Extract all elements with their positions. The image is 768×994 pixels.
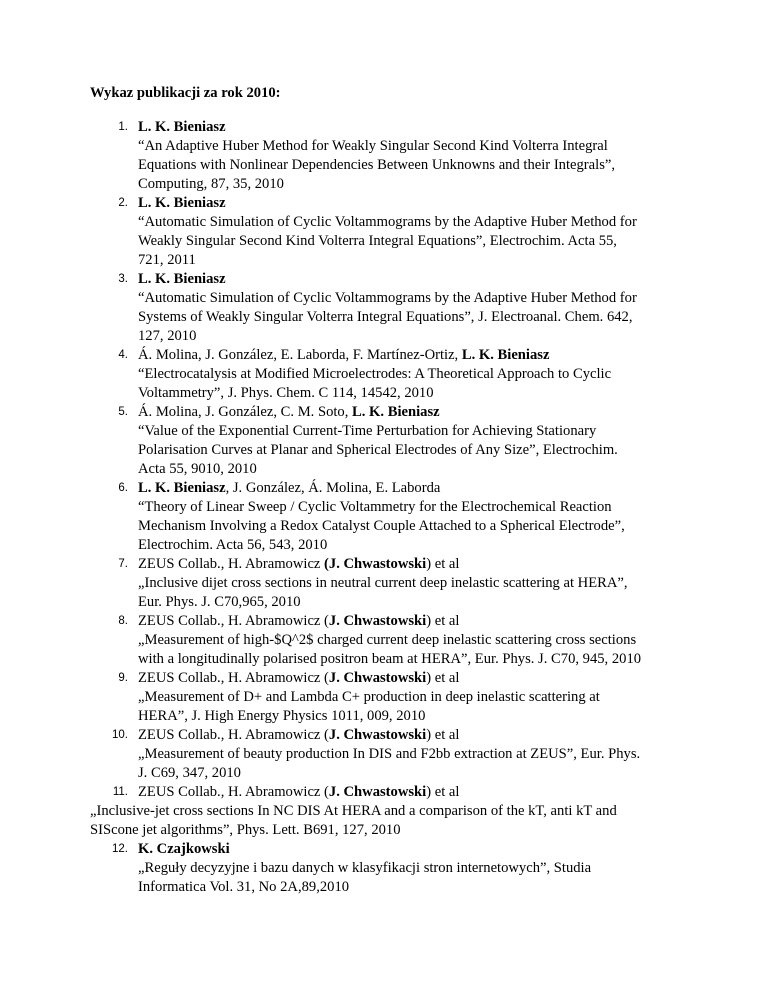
highlighted-author: L. K. Bieniasz [352, 404, 440, 420]
publication-text-line: “Automatic Simulation of Cyclic Voltammograms by the Adaptive Huber Method for [138, 290, 637, 306]
publication-text-line: “An Adaptive Huber Method for Weakly Singular Second Kind Volterra Integral [138, 138, 608, 154]
publication-item [90, 783, 690, 840]
publication-text-line: „Measurement of beauty production In DIS and F2bb extraction at ZEUS”, Eur. Phys. [138, 746, 641, 762]
publication-text-line: Polarisation Curves at Planar and Spherical Electrodes of Any Size”, Electrochim. [138, 442, 618, 458]
item-number: 5. [118, 406, 128, 418]
item-number: 12. [112, 843, 128, 855]
publication-item [90, 346, 690, 403]
author-text: ) et al [426, 613, 460, 629]
author-text: ZEUS Collab., H. Abramowicz ( [138, 727, 329, 743]
item-number: 11. [112, 786, 128, 798]
publication-text-line: “Electrocatalysis at Modified Microelectrodes: A Theoretical Approach to Cyclic [138, 366, 612, 382]
item-number: 7. [118, 558, 128, 570]
publication-text-line: with a longitudinally polarised positron beam at HERA”, Eur. Phys. J. C70, 945, 2010 [138, 651, 642, 667]
publication-authors [138, 118, 690, 137]
highlighted-author: L. K. Bieniasz [461, 347, 550, 363]
publication-text-line: “Value of the Exponential Current-Time Perturbation for Achieving Stationary [138, 423, 597, 439]
highlighted-author: L. K. Bieniasz [138, 119, 226, 135]
publication-text-line: „Inclusive dijet cross sections in neutral current deep inelastic scattering at HERA”, [138, 575, 628, 591]
highlighted-author: (J. Chwastowski [324, 556, 427, 572]
publication-authors [138, 669, 690, 688]
author-text: ZEUS Collab., H. Abramowicz ( [138, 784, 329, 800]
highlighted-author: K. Czajkowski [138, 841, 230, 857]
publication-item [90, 726, 690, 783]
item-number: 1. [118, 121, 128, 133]
highlighted-author: J. Chwastowski [328, 727, 427, 743]
publication-list [90, 118, 690, 897]
publication-authors [138, 479, 690, 498]
publication-text-line: Eur. Phys. J. C70,965, 2010 [138, 594, 301, 610]
publication-item [90, 403, 690, 479]
publication-authors [138, 726, 690, 745]
publication-item [90, 479, 690, 555]
publication-text-line: “Theory of Linear Sweep / Cyclic Voltammetry for the Electrochemical Reaction [138, 499, 612, 515]
author-text: , J. González, Á. Molina, E. Laborda [225, 480, 441, 496]
publication-text-line: Electrochim. Acta 56, 543, 2010 [138, 537, 328, 553]
publication-authors [138, 194, 690, 213]
publication-text-line: Mechanism Involving a Redox Catalyst Couple Attached to a Spherical Electrode”, [138, 518, 625, 534]
publication-authors [138, 555, 690, 574]
publication-text-line: Computing, 87, 35, 2010 [138, 176, 284, 192]
publication-authors [138, 403, 690, 422]
publication-item [90, 840, 690, 897]
author-text: ZEUS Collab., H. Abramowicz ( [138, 670, 329, 686]
publication-text-line: Acta 55, 9010, 2010 [138, 461, 257, 477]
page-title: Wykaz publikacji za rok 2010: [90, 85, 281, 101]
item-number: 9. [118, 672, 128, 684]
publication-item [90, 118, 690, 194]
publication-text-line: „Measurement of D+ and Lambda C+ production in deep inelastic scattering at [138, 689, 600, 705]
publication-text-line: „Measurement of high-$Q^2$ charged current deep inelastic scattering cross sections [138, 632, 637, 648]
publication-authors [138, 270, 690, 289]
highlighted-author: L. K. Bieniasz [138, 480, 226, 496]
publication-text-line: „Inclusive-jet cross sections In NC DIS At HERA and a comparison of the kT, anti kT and [90, 803, 617, 819]
publication-text-line: HERA”, J. High Energy Physics 1011, 009, 2010 [138, 708, 426, 724]
author-text: ZEUS Collab., H. Abramowicz [138, 556, 325, 572]
author-text: ) et al [426, 727, 460, 743]
publication-item [90, 555, 690, 612]
publication-text-line: J. C69, 347, 2010 [138, 765, 241, 781]
publication-text-line: Equations with Nonlinear Dependencies Between Unknowns and their Integrals”, [138, 157, 615, 173]
publication-authors [138, 612, 690, 631]
author-text: Á. Molina, J. González, C. M. Soto, [138, 404, 353, 420]
item-number: 10. [112, 729, 128, 741]
publication-item [90, 270, 690, 346]
publication-text-line: Systems of Weakly Singular Volterra Integral Equations”, J. Electroanal. Chem. 642, [138, 309, 633, 325]
author-text: Á. Molina, J. González, E. Laborda, F. Martínez-Ortiz, [138, 347, 462, 363]
publication-item [90, 194, 690, 270]
highlighted-author: L. K. Bieniasz [138, 271, 226, 287]
publication-text-line: „Reguły decyzyjne i bazu danych w klasyfikacji stron internetowych”, Studia [138, 860, 592, 876]
author-text: ) et al [426, 670, 460, 686]
highlighted-author: J. Chwastowski [328, 613, 427, 629]
author-text: ) et al [426, 784, 460, 800]
publication-text-line: SIScone jet algorithms”, Phys. Lett. B691, 127, 2010 [90, 822, 401, 838]
publication-text-line: 721, 2011 [138, 252, 196, 268]
publication-item [90, 669, 690, 726]
item-number: 8. [118, 615, 128, 627]
author-text: ) et al [426, 556, 460, 572]
publication-text-line: 127, 2010 [138, 328, 197, 344]
highlighted-author: L. K. Bieniasz [138, 195, 226, 211]
publication-authors [138, 840, 690, 859]
author-text: ZEUS Collab., H. Abramowicz ( [138, 613, 329, 629]
publication-text-line: Weakly Singular Second Kind Volterra Integral Equations”, Electrochim. Acta 55, [138, 233, 617, 249]
publication-text-line: “Automatic Simulation of Cyclic Voltammograms by the Adaptive Huber Method for [138, 214, 637, 230]
item-number: 2. [118, 197, 128, 209]
publication-authors [138, 783, 690, 802]
item-number: 4. [118, 349, 128, 361]
item-number: 3. [118, 273, 128, 285]
publication-item [90, 612, 690, 669]
item-number: 6. [118, 482, 128, 494]
publication-authors [138, 346, 690, 365]
publication-text-line: Informatica Vol. 31, No 2A,89,2010 [138, 879, 350, 895]
highlighted-author: J. Chwastowski [328, 670, 427, 686]
highlighted-author: J. Chwastowski [328, 784, 427, 800]
publication-text-line: Voltammetry”, J. Phys. Chem. C 114, 14542, 2010 [138, 385, 434, 401]
